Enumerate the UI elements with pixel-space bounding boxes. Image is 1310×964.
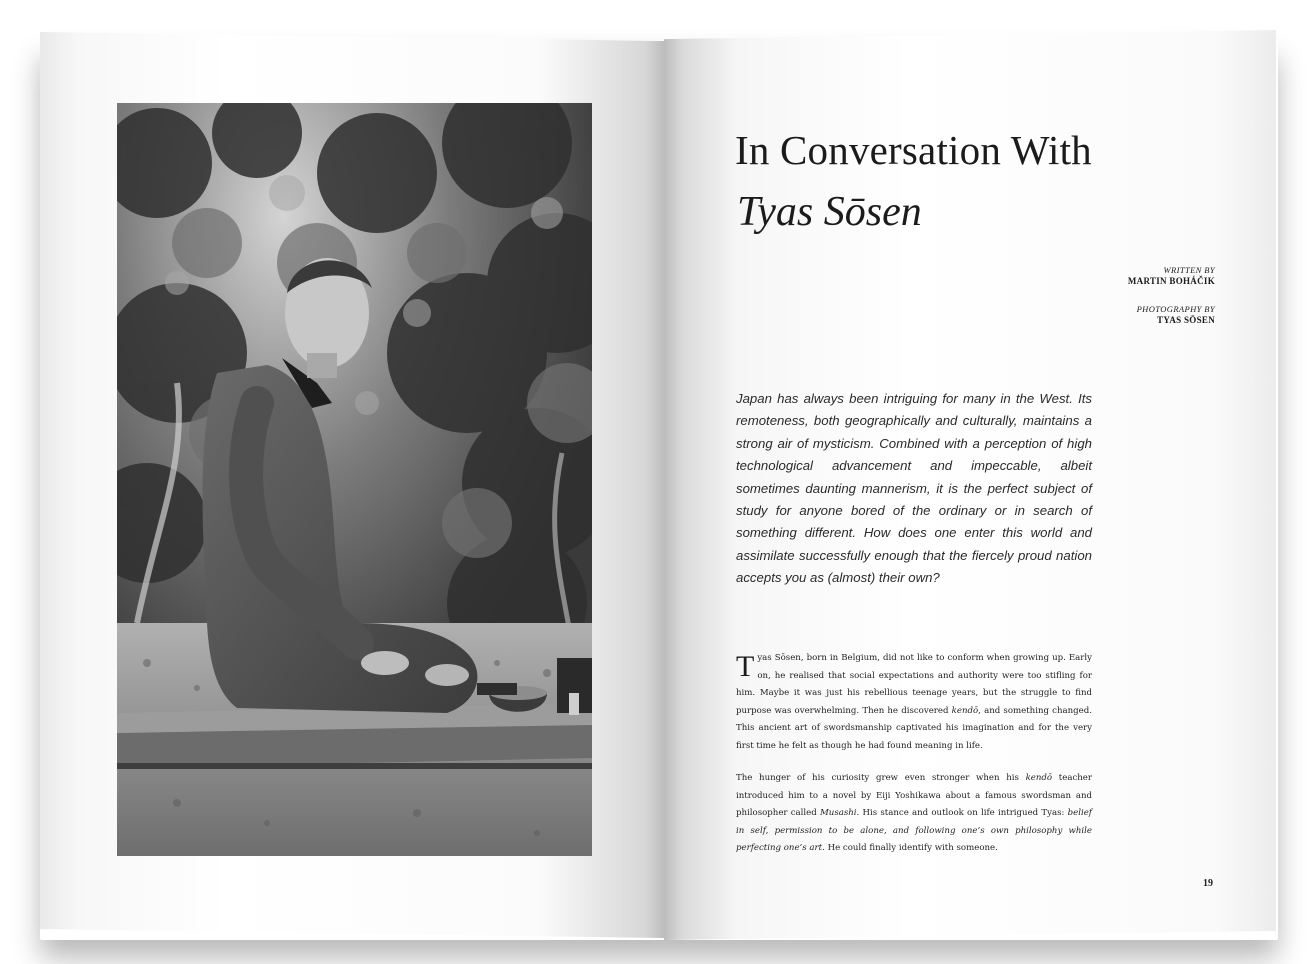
- paragraph1-text-a: yas Sōsen, born in Belgium, did not like to conform when growing up. Early on, he realised that social expectations and authority were too stifling for him. Maybe it was just his rebellious teenage years, but the struggle to find purpose was overwhelming. Then he discovered: [736, 653, 1092, 716]
- page-number: 19: [1203, 878, 1213, 889]
- paragraph2-term2: Musashi: [819, 808, 857, 819]
- photo-kneeling-man-icon: [117, 103, 592, 856]
- photography-label: PHOTOGRAPHY BY: [1136, 304, 1215, 314]
- article-title-line1: In Conversation With: [735, 127, 1092, 173]
- body-paragraph-2: [736, 770, 1092, 858]
- paragraph1-term: kendō: [951, 705, 979, 716]
- paragraph2-quote: belief in self, permission to be alone, and following one’s own philosophy while perfecting one’s art: [736, 808, 1092, 854]
- dropcap: T: [736, 650, 755, 683]
- photography-name: TYAS SŌSEN: [1157, 315, 1215, 325]
- intro-paragraph: Japan has always been intriguing for many in the West. Its remoteness, both geographically and culturally, maintains a strong air of mysticism. Combined with a perception of high technological advancement and impeccable, albeit sometimes daunting mannerism, it is the perfect subject of study for anyone bored of the ordinary or in search of something different. How does one enter this world and assimilate successfully enough that the fiercely proud nation accepts you as (almost) their own?: [736, 391, 1092, 586]
- written-by-name: MARTIN BOHÁČIK: [1127, 276, 1215, 286]
- written-by-label: WRITTEN BY: [1163, 265, 1215, 275]
- article-title-name: Tyas Sōsen: [737, 189, 922, 235]
- paragraph2-text-c: . His stance and outlook on life intrigued Tyas:: [856, 808, 1068, 819]
- paragraph1-text-b: , and something changed. This ancient art of swordsmanship captivated his imagination and for the very first time he felt as though he had found meaning in life.: [736, 705, 1092, 751]
- paragraph2-text-a: The hunger of his curiosity grew even stronger when his: [736, 773, 1026, 783]
- portrait-photo: [117, 103, 592, 856]
- body-paragraph-1: [736, 650, 1092, 756]
- paragraph2-text-b: teacher introduced him to a novel by Eiji Yoshikawa about a famous swordsman and philosopher called: [736, 773, 1092, 819]
- credits-block: [995, 265, 1215, 326]
- paragraph2-term1: kendō: [1025, 773, 1053, 783]
- paragraph2-text-d: . He could finally identify with someone.: [822, 843, 998, 854]
